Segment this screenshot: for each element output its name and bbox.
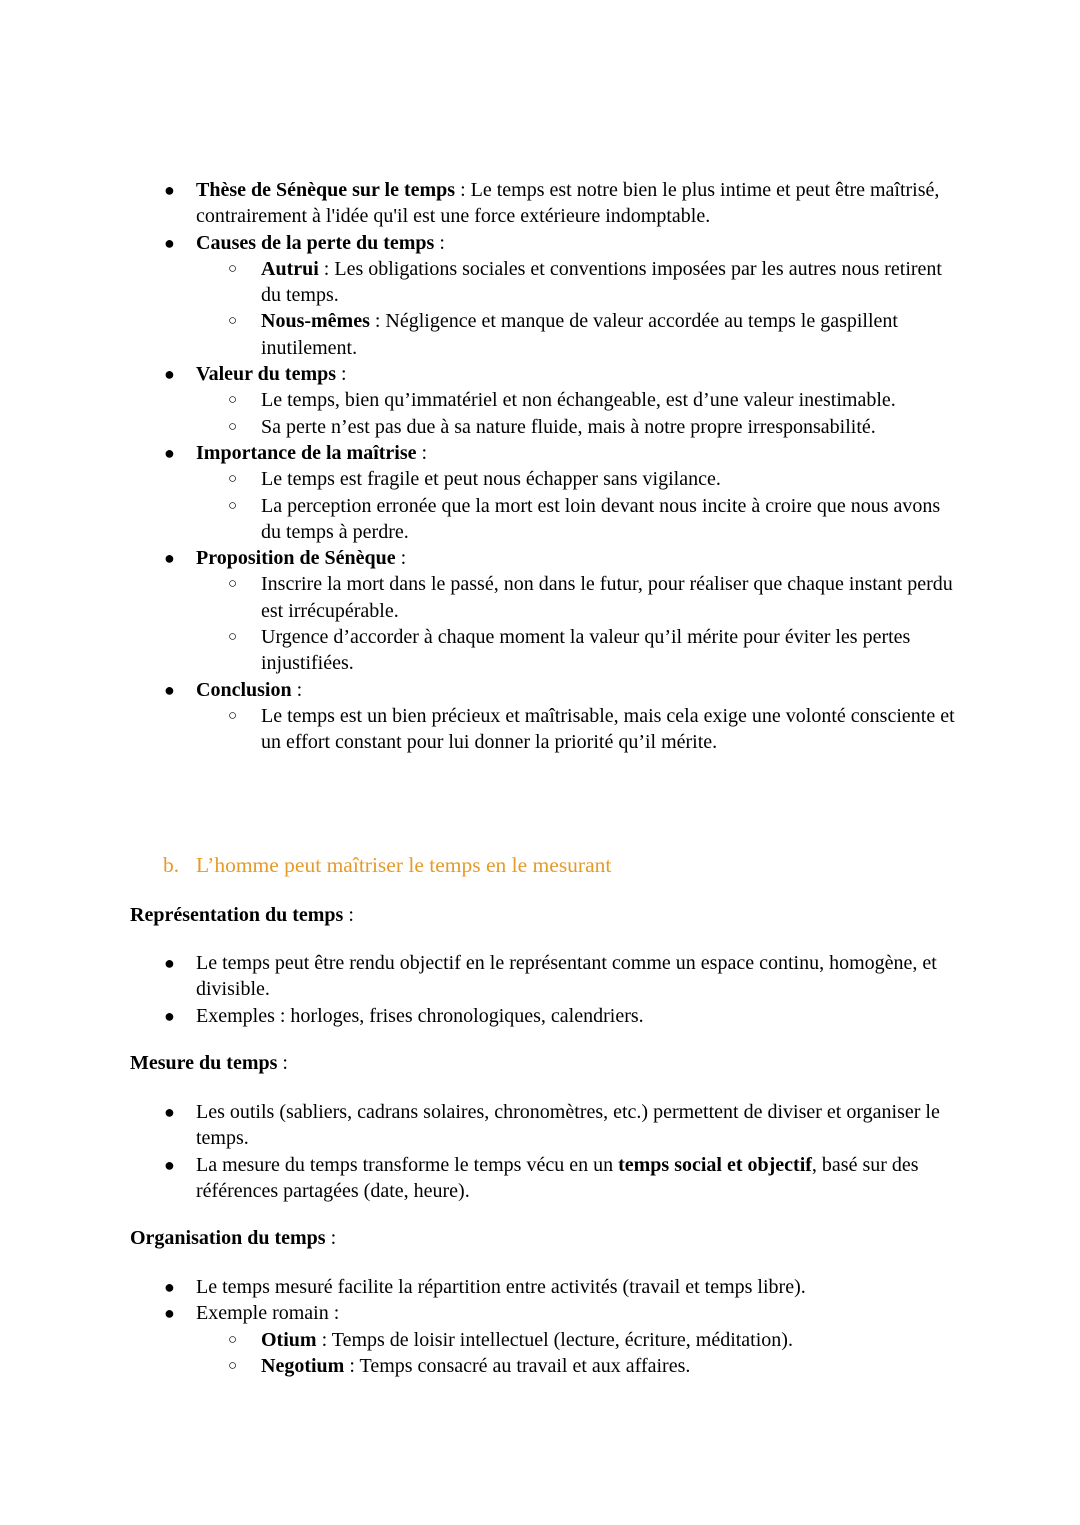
item-text: : [291, 678, 303, 701]
item-text: Urgence d’accorder à chaque moment la valeur qu’il mérite pour éviter les pertes injustifiées. [261, 626, 911, 675]
list-item [130, 545, 960, 571]
circle-bullet-icon: ○ [228, 313, 238, 330]
bullet-icon: ● [164, 442, 175, 463]
item-text: : Le temps est notre bien le plus intime et peut être maîtrisé, contrairement à l'idée qu'il est une force extérieure indomptable. [196, 179, 940, 228]
item-text: Exemples : horloges, frises chronologiques, calendriers. [196, 1004, 644, 1027]
list-item [130, 440, 960, 466]
item-text: Le temps est fragile et peut nous échapper sans vigilance. [261, 468, 721, 491]
sub-list-item [130, 387, 960, 413]
item-text: Le temps mesuré facilite la répartition entre activités (travail et temps libre). [196, 1276, 806, 1298]
bullet-icon: ● [164, 1102, 175, 1122]
item-bold: Valeur du temps [196, 363, 337, 386]
sub-list-item [130, 414, 960, 440]
list-item [130, 1274, 960, 1300]
list-item [130, 1003, 960, 1029]
item-text: : [336, 363, 347, 386]
item-text: : Temps de loisir intellectuel (lecture, écriture, méditation). [316, 1328, 793, 1351]
organisation-heading [130, 1225, 960, 1251]
circle-bullet-icon: ○ [228, 576, 238, 593]
item-bold: Importance de la maîtrise [196, 441, 417, 464]
list-item [130, 230, 960, 256]
item-bold: Autrui [261, 257, 319, 280]
sub-list-item [130, 308, 960, 361]
mesure-heading [130, 1050, 960, 1076]
list-item [130, 177, 960, 230]
organisation-list [130, 1274, 960, 1379]
list-item [130, 1099, 960, 1152]
sub-list-item [130, 1327, 960, 1353]
circle-bullet-icon: ○ [228, 392, 238, 409]
colon: : [277, 1052, 288, 1074]
item-bold: Negotium [261, 1354, 345, 1377]
sub-list-item [130, 256, 960, 309]
item-text: Le temps est un bien précieux et maîtrisable, mais cela exige une volonté consciente et un effort constant pour lui donner la priorité qu’il mérite. [261, 704, 955, 754]
bullet-icon: ● [164, 1154, 175, 1175]
item-text: : [434, 231, 445, 254]
representation-list [130, 950, 960, 1029]
item-text: La perception erronée que la mort est loin devant nous incite à croire que nous avons du temps à perdre. [261, 494, 941, 543]
bullet-icon: ● [164, 1303, 175, 1324]
item-bold: Otium [261, 1328, 317, 1351]
list-item [130, 677, 960, 703]
bullet-icon: ● [164, 548, 175, 569]
circle-bullet-icon: ○ [228, 260, 238, 277]
list-item [130, 361, 960, 387]
section-number: b. [163, 853, 180, 877]
item-bold: temps social et objectif [618, 1153, 812, 1176]
item-text: La mesure du temps transforme le temps vécu en un [196, 1153, 619, 1176]
item-text: : [395, 547, 407, 570]
bullet-icon: ● [164, 1277, 175, 1297]
item-text: Le temps, bien qu’immatériel et non échangeable, est d’une valeur inestimable. [261, 389, 896, 412]
circle-bullet-icon: ○ [228, 497, 238, 514]
circle-bullet-icon: ○ [228, 707, 238, 724]
sub-list-item [130, 466, 960, 492]
section-title: L’homme peut maîtriser le temps en le mesurant [196, 853, 612, 877]
part1-list [130, 177, 960, 756]
section-b-heading [130, 852, 960, 878]
item-text: : Temps consacré au travail et aux affaires. [344, 1354, 691, 1377]
sub-list-item [130, 703, 960, 756]
representation-heading [130, 902, 960, 928]
item-text: Les outils (sabliers, cadrans solaires, chronomètres, etc.) permettent de diviser et organiser le temps. [196, 1101, 940, 1150]
bullet-icon: ● [164, 1005, 175, 1026]
item-bold: Proposition de Sénèque [196, 547, 396, 570]
sub-list-item [130, 1353, 960, 1379]
list-item [130, 1152, 960, 1205]
item-text: , basé sur des références partagées (date, heure). [196, 1153, 919, 1202]
bullet-icon: ● [164, 180, 175, 200]
bullet-icon: ● [164, 364, 175, 385]
circle-bullet-icon: ○ [228, 1357, 238, 1374]
item-bold: Conclusion [196, 678, 292, 701]
item-text: : Les obligations sociales et conventions imposées par les autres nous retirent du temps. [261, 257, 942, 307]
sub-list-item [130, 571, 960, 624]
heading-text: Mesure du temps [130, 1052, 278, 1074]
item-bold: Thèse de Sénèque sur le temps [196, 179, 456, 201]
item-bold: Causes de la perte du temps [196, 231, 435, 254]
list-item [130, 950, 960, 1003]
sub-list-item [130, 493, 960, 546]
item-text: Exemple romain : [196, 1302, 340, 1325]
sub-list-item [130, 624, 960, 677]
bullet-icon: ● [164, 232, 175, 253]
heading-text: Représentation du temps [130, 904, 344, 926]
item-text: Inscrire la mort dans le passé, non dans le futur, pour réaliser que chaque instant perdu est irrécupérable. [261, 573, 953, 622]
colon: : [343, 904, 354, 926]
colon: : [325, 1227, 337, 1249]
item-text: Le temps peut être rendu objectif en le représentant comme un espace continu, homogène, et divisible. [196, 952, 937, 1001]
circle-bullet-icon: ○ [228, 1331, 238, 1348]
circle-bullet-icon: ○ [228, 418, 238, 435]
mesure-list [130, 1099, 960, 1204]
item-text: : [416, 441, 428, 464]
bullet-icon: ● [164, 953, 175, 973]
heading-text: Organisation du temps [130, 1227, 326, 1249]
item-bold: Nous-mêmes [261, 310, 370, 333]
circle-bullet-icon: ○ [228, 629, 238, 646]
item-text: : Négligence et manque de valeur accordée au temps le gaspillent inutilement. [261, 310, 898, 359]
bullet-icon: ● [164, 679, 175, 700]
item-text: Sa perte n’est pas due à sa nature fluide, mais à notre propre irresponsabilité. [261, 415, 876, 438]
circle-bullet-icon: ○ [228, 471, 238, 488]
list-item [130, 1300, 960, 1326]
